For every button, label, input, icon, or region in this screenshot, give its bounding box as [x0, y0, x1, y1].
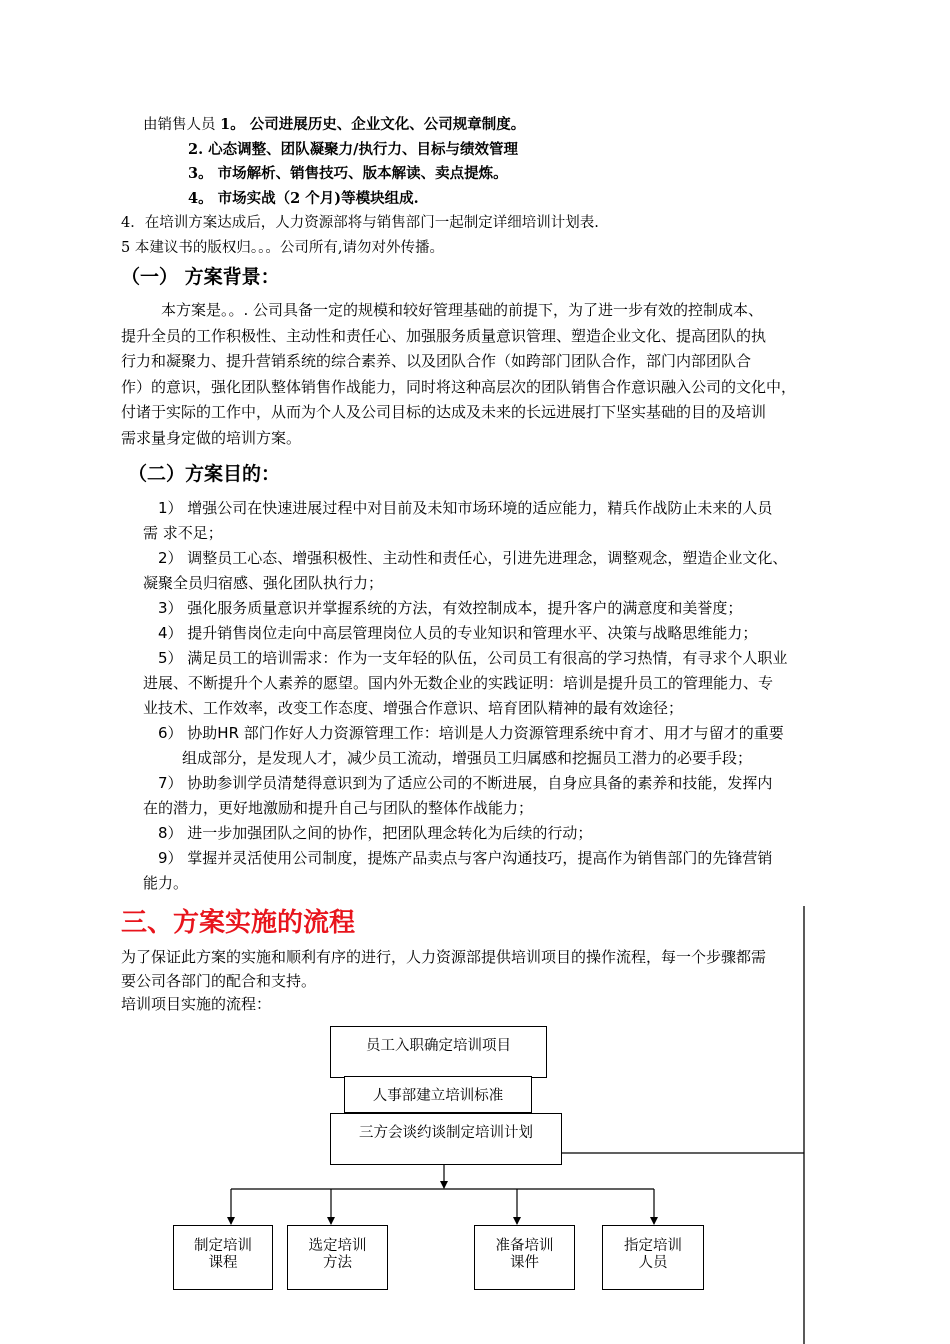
goal-6-line-1: 6） 协助HR 部门作好人力资源管理工作：培训是人力资源管理系统中育才、用才与留才的重要 — [158, 724, 784, 742]
branch-box-course — [173, 1225, 273, 1290]
intro-line-1-prefix: 由销售人员 — [143, 117, 216, 133]
branch-box-courseware-l2: 课件 — [510, 1255, 539, 1271]
branch-box-method — [287, 1225, 388, 1290]
goal-9-line-2: 能力。 — [143, 874, 189, 892]
branch-box-courseware-l1: 准备培训 — [495, 1238, 554, 1254]
goal-2-line-1: 2） 调整员工心态、增强积极性、主动性和责任心，引进先进理念，调整观念，塑造企业文化、 — [158, 549, 788, 567]
section-1-line-4: 作）的意识，强化团队整体销售作战能力，同时将这种高层次的团队销售合作意识融入公司的文化中， — [121, 377, 797, 396]
goal-6-line-2: 组成部分，是发现人才，减少员工流动，增强员工归属感和挖掘员工潜力的必要手段； — [182, 749, 753, 767]
section-3-line-2: 要公司各部门的配合和支持。 — [121, 972, 317, 990]
goal-3: 3） 强化服务质量意识并掌握系统的方法，有效控制成本，提升客户的满意度和美誉度； — [158, 599, 743, 617]
intro-line-1-bold: 1。 公司进展历史、企业文化、公司规章制度。 — [220, 116, 526, 133]
section-3-title: 三、方案实施的流程 — [121, 908, 356, 938]
intro-line-2: 2. 心态调整、团队凝聚力/执行力、目标与绩效管理 — [188, 141, 518, 158]
intro-line-3: 3。 市场解析、销售技巧、版本解读、卖点提炼。 — [188, 165, 508, 182]
flow-step-3 — [330, 1113, 562, 1165]
section-1-line-3: 行力和凝聚力、提升营销系统的综合素养、以及团队合作（如跨部门团队合作，部门内部团队合 — [121, 352, 752, 370]
flow-step-1-label: 员工入职确定培训项目 — [366, 1038, 511, 1054]
section-1-title: （一） 方案背景： — [121, 266, 280, 288]
flow-step-2-label: 人事部建立培训标准 — [372, 1088, 504, 1104]
flow-step-3-label: 三方会谈约谈制定培训计划 — [359, 1125, 533, 1141]
goal-7-line-2: 在的潜力，更好地激励和提升自己与团队的整体作战能力； — [143, 799, 534, 817]
section-1-line-2: 提升全员的工作积极性、主动性和责任心、加强服务质量意识管理、塑造企业文化、提高团队的执 — [121, 326, 767, 345]
section-3-line-1: 为了保证此方案的实施和顺利有序的进行，人力资源部提供培训项目的操作流程，每一个步骤都需 — [121, 948, 767, 966]
goal-1-line-2: 需 求不足； — [143, 524, 223, 542]
goal-2-line-2: 凝聚全员归宿感、强化团队执行力； — [143, 574, 384, 592]
goal-5-line-3: 业技术、工作效率，改变工作态度、增强合作意识、培育团队精神的最有效途径； — [143, 699, 684, 717]
branch-box-courseware — [474, 1225, 575, 1290]
goal-5-line-1: 5） 满足员工的培训需求：作为一支年轻的队伍，公司员工有很高的学习热情，有寻求个人职业 — [158, 649, 788, 667]
branch-box-course-l2: 课程 — [208, 1255, 238, 1271]
goal-9-line-1: 9） 掌握并灵活使用公司制度，提炼产品卖点与客户沟通技巧，提高作为销售部门的先锋营销 — [158, 849, 773, 867]
goal-7-line-1: 7） 协助参训学员清楚得意识到为了适应公司的不断进展，自身应具备的素养和技能，发挥内 — [158, 774, 773, 792]
branch-box-staff — [602, 1225, 704, 1290]
section-1-line-6: 需求量身定做的培训方案。 — [121, 428, 302, 447]
flow-step-2 — [344, 1076, 532, 1113]
section-1-line-1: 本方案是。。. 公司具备一定的规模和较好管理基础的前提下，为了进一步有效的控制成本、 — [161, 301, 764, 319]
goal-4: 4） 提升销售岗位走向中高层管理岗位人员的专业知识和管理水平、决策与战略思维能力； — [158, 624, 758, 642]
intro-line-4: 4。 市场实战（2 个月)等模块组成. — [188, 190, 419, 207]
goal-8: 8） 进一步加强团队之间的协作，把团队理念转化为后续的行动； — [158, 824, 593, 842]
branch-box-course-l1: 制定培训 — [194, 1238, 252, 1254]
section-1-line-5: 付诸于实际的工作中，从而为个人及公司目标的达成及未来的长远进展打下坚实基础的目的及培训 — [121, 403, 767, 421]
flow-step-1 — [330, 1026, 547, 1078]
flow-label: 培训项目实施的流程： — [121, 995, 272, 1013]
goal-1-line-1: 1） 增强公司在快速进展过程中对目前及未知市场环境的适应能力，精兵作战防止未来的人员 — [158, 499, 773, 517]
note-5: 5 本建议书的版权归。。。公司所有,请勿对外传播。 — [121, 240, 444, 256]
goal-5-line-2: 进展、不断提升个人素养的愿望。国内外无数企业的实践证明：培训是提升员工的管理能力、专 — [143, 674, 774, 692]
branch-box-method-l2: 方法 — [323, 1255, 352, 1271]
section-2-title: （二）方案目的： — [128, 463, 281, 485]
branch-box-method-l1: 选定培训 — [308, 1238, 367, 1254]
branch-box-staff-l2: 人员 — [638, 1255, 668, 1271]
branch-box-staff-l1: 指定培训 — [624, 1238, 682, 1254]
note-4: 4．在培训方案达成后，人力资源部将与销售部门一起制定详细培训计划表. — [121, 215, 599, 231]
